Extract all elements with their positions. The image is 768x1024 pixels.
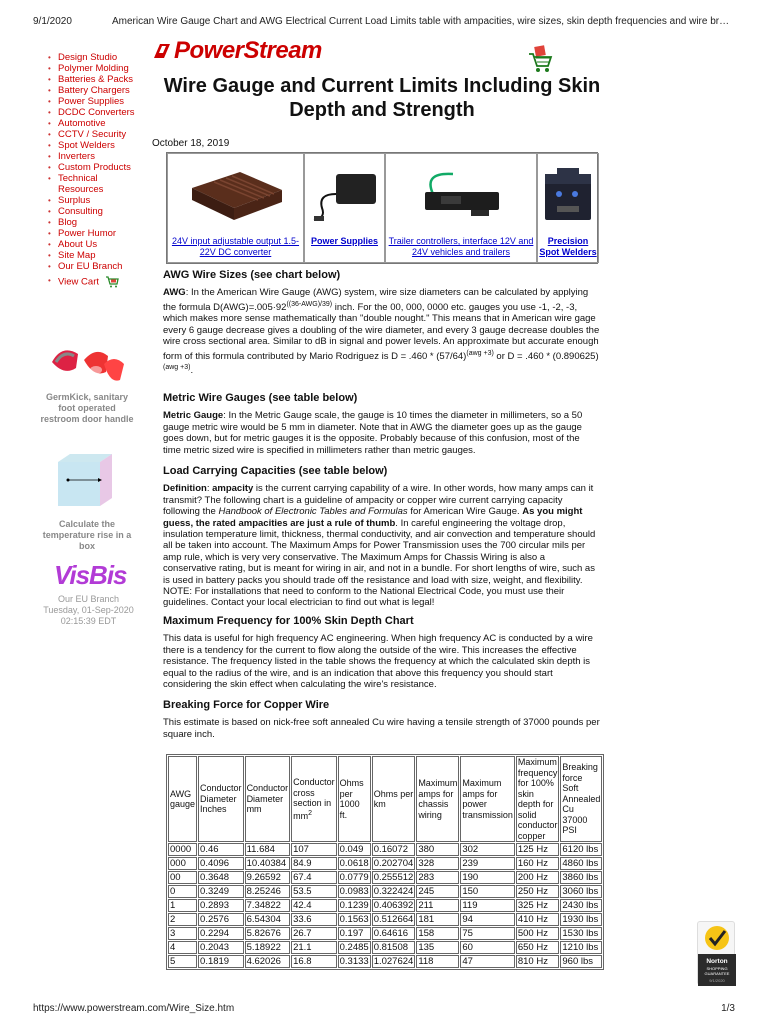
product-label[interactable]: Precision Spot Welders — [539, 236, 597, 257]
section-load — [163, 466, 600, 609]
table-cell: 16.8 — [291, 955, 337, 968]
product-spot-welders[interactable] — [537, 153, 599, 263]
table-cell: 302 — [460, 843, 515, 856]
table-cell: 6120 lbs — [560, 843, 602, 856]
shopping-cart-icon[interactable] — [527, 44, 553, 74]
table-cell: 2430 lbs — [560, 899, 602, 912]
table-cell: 0.64616 — [372, 927, 416, 940]
table-cell: 94 — [460, 913, 515, 926]
table-cell: 190 — [460, 871, 515, 884]
powerstream-logo[interactable] — [152, 37, 322, 65]
table-cell: 0.0983 — [339, 886, 369, 897]
table-cell: 0.2294 — [198, 927, 244, 940]
sidebar-item-label[interactable]: Battery Chargers — [58, 85, 130, 96]
sidebar-item-label[interactable]: Our EU Branch — [58, 261, 123, 272]
section-metric — [163, 393, 600, 456]
view-cart-link[interactable] — [40, 276, 140, 288]
publish-date: October 18, 2019 — [152, 138, 230, 149]
table-cell: 160 Hz — [516, 857, 560, 870]
norton-line2: GUARANTEE — [704, 971, 730, 976]
table-cell: 0.0618 — [339, 858, 369, 869]
sidebar-item-label[interactable]: Blog — [58, 217, 78, 228]
section-heading: Load Carrying Capacities (see table below) — [163, 465, 388, 477]
eu-branch-text[interactable]: Our EU Branch — [57, 594, 120, 604]
table-cell: 181 — [416, 913, 459, 926]
table-cell: 0.1239 — [339, 900, 369, 911]
table-cell: 118 — [416, 955, 459, 968]
table-cell: 0.81508 — [372, 941, 416, 954]
sidebar-item[interactable] — [40, 85, 140, 96]
norton-brand: Norton — [706, 958, 728, 965]
product-strip — [166, 152, 598, 264]
table-cell: 0.1819 — [198, 955, 244, 968]
sidebar-item-label[interactable]: Power Humor — [58, 228, 117, 239]
table-cell: 0.2043 — [198, 941, 244, 954]
sidebar-item-label[interactable]: Design Studio — [58, 52, 118, 63]
column-header: Conductor Diameter mm — [245, 756, 291, 842]
sidebar-item-label[interactable]: Inverters — [58, 151, 95, 162]
sidebar-item-label[interactable]: DCDC Converters — [58, 107, 135, 118]
table-cell: 1.027624 — [373, 956, 414, 967]
page-number: 1/3 — [721, 1003, 735, 1014]
table-cell: 0.197 — [338, 927, 371, 940]
sidebar-item[interactable] — [40, 162, 140, 173]
table-cell: 0.2485 — [339, 942, 369, 953]
table-cell: 6.54304 — [245, 913, 291, 926]
table-cell: 0 — [168, 885, 197, 898]
table-cell: 21.1 — [291, 941, 337, 954]
table-cell: 26.7 — [291, 927, 337, 940]
table-cell: 5.82676 — [245, 927, 291, 940]
power-supply-image[interactable] — [305, 154, 384, 234]
column-header: AWG gauge — [168, 756, 197, 842]
table-cell: 1210 lbs — [560, 941, 602, 954]
column-header: Conductor cross section in $mm^2$ — [291, 756, 337, 842]
table-cell: 0000 — [168, 843, 197, 856]
table-cell: 0.255512 — [373, 872, 414, 883]
product-dc-converter[interactable] — [167, 153, 304, 263]
sidebar-item[interactable] — [40, 74, 140, 85]
section-heading: Breaking Force for Copper Wire — [163, 699, 330, 711]
table-cell: 325 Hz — [516, 899, 560, 912]
sidebar-item-label[interactable]: Site Map — [58, 250, 96, 261]
logo-text: PowerStream — [174, 37, 322, 64]
sidebar-item[interactable] — [40, 52, 140, 63]
section-heading: AWG Wire Sizes (see chart below) — [163, 269, 341, 281]
column-header: Breaking force Soft Annealed Cu 37000 PSI — [560, 756, 602, 842]
sidebar-item[interactable] — [40, 206, 140, 217]
trailer-controller-image[interactable] — [386, 154, 536, 234]
sidebar-item[interactable] — [40, 195, 140, 206]
norton-line1: SHOPPING — [706, 966, 728, 971]
table-cell: 47 — [460, 955, 515, 968]
sidebar-list — [40, 52, 140, 272]
table-cell: 9.26592 — [245, 871, 291, 884]
table-cell: 150 — [460, 885, 515, 898]
column-header: Maximum frequency for 100% skin depth for solid conductor copper — [517, 757, 558, 841]
sidebar-item-label[interactable]: Spot Welders — [58, 140, 115, 151]
table-cell: 1530 lbs — [560, 927, 602, 940]
sidebar-nav — [40, 52, 140, 288]
sidebar-item[interactable] — [40, 140, 140, 151]
table-cell: 3860 lbs — [560, 871, 602, 884]
table-cell: 75 — [460, 927, 515, 940]
table-row — [168, 885, 602, 898]
cart-icon — [105, 276, 119, 288]
product-label[interactable]: Power Supplies — [310, 236, 379, 246]
table-cell: 84.9 — [291, 857, 337, 870]
table-cell: 239 — [460, 857, 515, 870]
section-body: Definition: ampacity is the current carrying capability of a wire. In other words, how many amps can it transmit? The following chart is a guideline of ampacity or copper wire current carrying capacity following the Handbook of Electronic Tables and Formulas for American Wire Gauge. As you might guess, the rated ampacities are just a rule of thumb. In careful engineering the voltage drop, insulation temperature limit, thickness, thermal conductivity, and air convection and temperature should all be taken into account. The Maximum Amps for Power Transmission uses the 700 circular mils per amp rule, which is very very conservative. The Maximum Amps for Chassis Wiring is also a conservative rating, but is meant for wiring in air, and not in a bundle. For short lengths of wire, such as is used in battery packs you should trade off the resistance and load with size, weight, and flexibility. NOTE: For installations that need to conform to the National Electrical Code, you must use their guidelines. Contact your local electrician to find out what is legal! — [163, 483, 596, 609]
table-cell: 67.4 — [291, 871, 337, 884]
germkick-image[interactable] — [48, 340, 126, 388]
section-breaking-force — [163, 700, 600, 740]
sidebar-item[interactable] — [40, 118, 140, 129]
section-body: Metric Gauge: In the Metric Gauge scale, the gauge is 10 times the diameter in millimeters, so a 50 gauge metric wire would be 5 mm in diameter. Note that in AWG the diameter goes up as the gauge goes down, but for metric gauges it is the opposite. Probably because of this confusion, most of the time metric sized wire is specified in millimeters rather than metric gauges. — [163, 410, 583, 456]
table-cell: 0.512664 — [373, 914, 414, 925]
table-cell: 245 — [416, 885, 459, 898]
table-cell: 0.2576 — [198, 913, 244, 926]
section-body: AWG: In the American Wire Gauge (AWG) system, wire size diameters can be calculated by applying the formula $D(AWG)=.005\cdot 92^{((36-AWG)/39)}$ inch. For the 00, 000, 0000 etc. gauges you use -1, -2, -3, which makes more sense mathematically than "double nought." This means that in American wire gage every 6 gauge decrease gives a doubling of the wire diameter, and every 3 gauge decrease doubles the wire cross sectional area. Similar to dB in signal and power levels. An approximate but accurate enough form of this formula contributed by Mario Rodriguez is $D = .460 * (57/64)^{(awg +3)}$ or $D = .460 * (0.890625)^{(awg +3)}$. — [163, 287, 600, 377]
norton-checkmark-icon — [698, 922, 736, 986]
section-body: This data is useful for high frequency AC engineering. When high frequency AC is conducted by a wire there is a tendency for the current to flow along the outside of the wire. This increases the effective resistance. The frequency listed in the table shows the frequency at which the calculated skin depth is equal to the radius of the wire, and is an indication that above this frequency you should start considering the skin effect when calculating the wire's resistance. — [163, 633, 593, 691]
visbis-logo[interactable]: VisBis — [54, 560, 127, 590]
table-cell: 5.18922 — [245, 941, 291, 954]
table-cell: 4.62026 — [245, 955, 291, 968]
sidebar-item[interactable] — [40, 96, 140, 107]
print-url: https://www.powerstream.com/Wire_Size.htm — [33, 1003, 235, 1014]
dc-converter-image[interactable] — [168, 154, 303, 234]
product-trailer-controllers[interactable] — [385, 153, 537, 263]
sidebar-item-label[interactable]: Automotive — [58, 118, 106, 129]
sidebar-item-label[interactable]: Custom Products — [58, 162, 131, 173]
column-header: Maximum amps for power transmission — [460, 756, 515, 842]
table-cell: 7.34822 — [245, 899, 291, 912]
visbis-info — [36, 594, 141, 627]
table-cell: 158 — [416, 927, 459, 940]
table-cell: 42.4 — [291, 899, 337, 912]
table-row — [168, 927, 602, 940]
table-cell: 650 Hz — [516, 941, 560, 954]
table-cell: 0.4096 — [198, 857, 244, 870]
table-cell: 328 — [416, 857, 459, 870]
table-cell: 10.40384 — [245, 857, 291, 870]
column-header: Conductor Diameter Inches — [198, 756, 244, 842]
wire-gauge-table — [166, 754, 604, 970]
table-cell: 380 — [416, 843, 459, 856]
sidebar-item-label[interactable]: Batteries & Packs — [58, 74, 133, 85]
table-row — [168, 871, 602, 884]
table-cell: 107 — [291, 843, 337, 856]
sidebar-item-label[interactable]: Surplus — [58, 195, 91, 206]
table-cell: 500 Hz — [516, 927, 560, 940]
sidebar-item[interactable] — [40, 261, 140, 272]
column-header: Ohms per 1000 ft. — [338, 756, 371, 842]
sidebar-item[interactable] — [40, 107, 140, 118]
table-cell: 1 — [168, 899, 197, 912]
table-header-row — [168, 756, 602, 842]
table-cell: 200 Hz — [516, 871, 560, 884]
table-cell: 2 — [168, 913, 197, 926]
germkick-caption[interactable]: GermKick, sanitary foot operated restroom door handle — [40, 392, 134, 424]
table-cell: 53.5 — [291, 885, 337, 898]
product-label[interactable]: Trailer controllers, interface 12V and 24V vehicles and trailers — [388, 236, 534, 257]
table-cell: 0.322424 — [373, 886, 414, 897]
table-cell: 250 Hz — [516, 885, 560, 898]
sidebar-item-label[interactable]: About Us — [58, 239, 98, 250]
product-power-supplies[interactable] — [304, 153, 385, 263]
table-cell: 125 Hz — [516, 843, 560, 856]
section-heading: Maximum Frequency for 100% Skin Depth Chart — [163, 615, 414, 627]
table-cell: 410 Hz — [516, 913, 560, 926]
table-cell: 0.1563 — [339, 914, 369, 925]
table-row — [168, 857, 602, 870]
column-header: Ohms per km — [372, 756, 416, 842]
table-row — [168, 843, 602, 856]
calculator-box-image[interactable] — [50, 452, 118, 508]
sidebar-item[interactable] — [40, 129, 140, 140]
logo-mark-icon — [152, 42, 172, 60]
table-cell: 0.2893 — [198, 899, 244, 912]
product-label[interactable]: 24V input adjustable output 1.5-22V DC converter — [171, 236, 300, 257]
table-cell: 810 Hz — [516, 955, 560, 968]
table-row — [168, 955, 602, 968]
calculator-caption[interactable]: Calculate the temperature rise in a box — [42, 519, 132, 551]
sidebar-item[interactable] — [40, 151, 140, 162]
page-title: Wire Gauge and Current Limits Including Skin Depth and Strength — [163, 75, 601, 121]
table-header — [168, 756, 602, 842]
section-awg — [163, 270, 600, 377]
sidebar-item[interactable] — [40, 228, 140, 239]
section-heading: Metric Wire Gauges (see table below) — [163, 392, 358, 404]
sidebar-item[interactable] — [40, 239, 140, 250]
table-cell: 000 — [168, 857, 197, 870]
sidebar-item-label[interactable]: CCTV / Security — [58, 129, 127, 140]
sidebar-item[interactable] — [40, 250, 140, 261]
spot-welder-image[interactable] — [538, 154, 598, 234]
print-date: 9/1/2020 — [33, 16, 72, 27]
table-cell: 211 — [416, 899, 459, 912]
column-header: Maximum amps for chassis wiring — [416, 756, 459, 842]
table-cell: 135 — [416, 941, 459, 954]
norton-shopping-guarantee-badge[interactable] — [697, 921, 735, 985]
table-cell: 00 — [168, 871, 197, 884]
table-cell: 1930 lbs — [560, 913, 602, 926]
table-cell: 0.202704 — [373, 858, 414, 869]
sidebar-item[interactable] — [40, 63, 140, 74]
table-cell: 960 lbs — [560, 955, 602, 968]
sidebar-item-label[interactable]: Technical Resources — [58, 173, 104, 195]
view-cart-label[interactable]: View Cart — [58, 276, 100, 288]
table-cell: 11.684 — [245, 843, 291, 856]
table-cell: 3060 lbs — [560, 885, 602, 898]
table-body — [168, 843, 602, 968]
table-cell: 0.3648 — [198, 871, 244, 884]
table-cell: 119 — [460, 899, 515, 912]
table-row — [168, 899, 602, 912]
sidebar-item[interactable] — [40, 173, 140, 195]
datetime-line-2: 02:15:39 EDT — [60, 616, 117, 626]
print-title: American Wire Gauge Chart and AWG Electrical Current Load Limits table with ampacities, wire sizes, skin depth frequencies and wire br… — [112, 16, 730, 27]
table-cell: 60 — [460, 941, 515, 954]
table-cell: 0.46 — [198, 843, 244, 856]
table-cell: 33.6 — [291, 913, 337, 926]
sidebar-item[interactable] — [40, 217, 140, 228]
table-cell: 0.0779 — [339, 872, 369, 883]
norton-date: 9/1/2020 — [709, 978, 725, 983]
table-cell: 3 — [168, 927, 197, 940]
table-cell: 5 — [168, 955, 197, 968]
table-cell: 0.16072 — [372, 843, 416, 856]
section-body: This estimate is based on nick-free soft annealed Cu wire having a tensile strength of 37000 pounds per square inch. — [163, 717, 600, 740]
datetime-line-1: Tuesday, 01-Sep-2020 — [43, 605, 134, 615]
table-cell: 0.049 — [338, 843, 371, 856]
table-cell: 4 — [168, 941, 197, 954]
table-cell: 283 — [416, 871, 459, 884]
sidebar-item-label[interactable]: Power Supplies — [58, 96, 125, 107]
table-cell: 0.3133 — [339, 956, 369, 967]
table-cell: 0.3249 — [198, 885, 244, 898]
sidebar-item-label[interactable]: Polymer Molding — [58, 63, 129, 74]
table-row — [168, 941, 602, 954]
table-row — [168, 913, 602, 926]
table-cell: 4860 lbs — [560, 857, 602, 870]
table-cell: 0.406392 — [373, 900, 414, 911]
table-cell: 8.25246 — [245, 885, 291, 898]
sidebar-item-label[interactable]: Consulting — [58, 206, 103, 217]
section-skin-depth — [163, 616, 600, 690]
